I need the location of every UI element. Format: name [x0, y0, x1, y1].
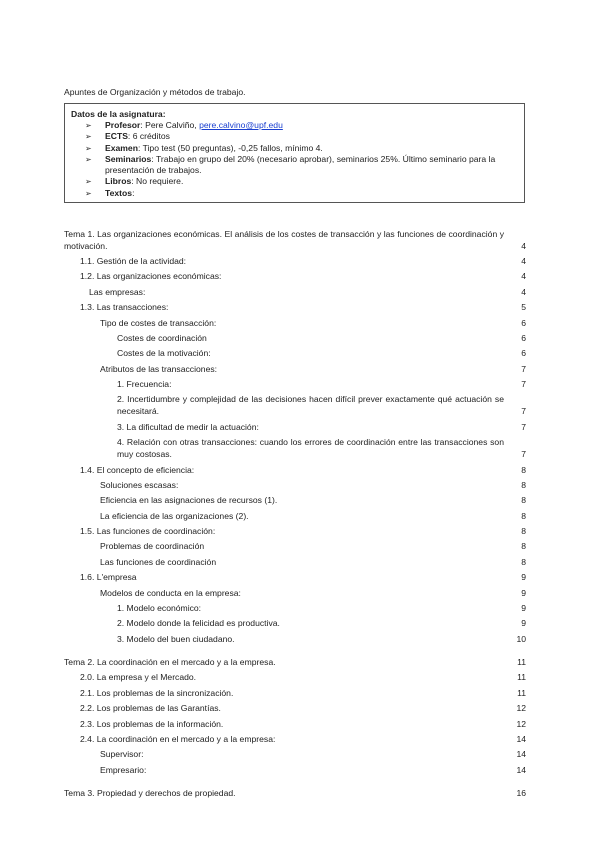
toc-entry-page: 4 — [521, 240, 526, 251]
toc-entry-title: 3. La dificultad de medir la actuación: — [117, 421, 259, 432]
toc-entry-page: 10 — [516, 633, 526, 644]
toc-entry[interactable] — [64, 685, 526, 700]
toc-entry-title: 1. Modelo económico: — [117, 602, 202, 613]
course-info-text — [105, 176, 183, 187]
arrow-bullet-icon: ➢ — [85, 143, 92, 153]
toc-entry-title: Supervisor: — [100, 749, 144, 760]
course-info-text — [105, 143, 323, 154]
toc-entry-page: 8 — [521, 541, 526, 552]
toc-entry-page: 12 — [516, 718, 526, 729]
toc-entry-title: 2.3. Los problemas de la información. — [80, 718, 224, 729]
toc-entry[interactable] — [64, 670, 526, 685]
toc-entry[interactable] — [64, 523, 526, 538]
toc-entry-title: 2.4. La coordinación en el mercado y a la empresa: — [80, 733, 276, 744]
toc-entry-page: 6 — [521, 332, 526, 343]
table-of-contents — [64, 226, 526, 801]
toc-entry[interactable] — [64, 361, 526, 376]
toc-entry-title: 2. Incertidumbre y complejidad de las decisiones hacen difícil prever exactamente qué actuación se necesitará. — [117, 394, 504, 417]
course-info-label: Examen — [105, 142, 138, 153]
toc-entry[interactable] — [64, 731, 526, 746]
toc-entry-title: 1.2. Las organizaciones económicas: — [80, 271, 222, 282]
toc-entry-title: 2.0. La empresa y el Mercado. — [80, 672, 197, 683]
toc-entry-page: 14 — [516, 749, 526, 760]
course-info-item — [85, 176, 518, 187]
toc-entry-title: 4. Relación con otras transacciones: cuando los errores de coordinación entre las transacciones son muy costosas. — [117, 437, 504, 460]
course-info-label: Textos — [105, 187, 133, 198]
toc-entry[interactable] — [64, 462, 526, 477]
toc-entry-title: 1.5. Las funciones de coordinación: — [80, 526, 216, 537]
toc-entry-page: 14 — [516, 764, 526, 775]
toc-entry[interactable] — [64, 762, 526, 777]
toc-entry[interactable] — [64, 315, 526, 330]
toc-entry-title: Tema 1. Las organizaciones económicas. El análisis de los costes de transacción y las funciones de coordinación y motivación. — [64, 228, 504, 251]
toc-entry-page: 7 — [521, 421, 526, 432]
toc-entry-page: 8 — [521, 479, 526, 490]
course-info-item — [85, 188, 518, 199]
toc-entry[interactable] — [64, 269, 526, 284]
toc-entry-page: 7 — [521, 449, 526, 460]
toc-entry-page: 7 — [521, 379, 526, 390]
toc-entry-page: 4 — [521, 256, 526, 267]
toc-entry-page: 6 — [521, 317, 526, 328]
toc-entry-page: 14 — [516, 733, 526, 744]
toc-entry[interactable] — [64, 392, 526, 419]
toc-entry[interactable] — [64, 346, 526, 361]
toc-entry-page: 9 — [521, 587, 526, 598]
toc-entry-page: 4 — [521, 271, 526, 282]
toc-entry-title: Soluciones escasas: — [100, 479, 179, 490]
toc-entry-page: 6 — [521, 348, 526, 359]
toc-entry[interactable] — [64, 330, 526, 345]
toc-entry[interactable] — [64, 226, 526, 253]
email-link[interactable]: pere.calvino@upf.edu — [199, 120, 283, 130]
toc-entry[interactable] — [64, 435, 526, 462]
arrow-bullet-icon: ➢ — [85, 132, 92, 142]
toc-entry-title: 1.6. L'empresa — [80, 572, 137, 583]
toc-entry-title: Empresario: — [100, 764, 147, 775]
toc-entry[interactable] — [64, 493, 526, 508]
course-info-item — [85, 143, 518, 154]
toc-entry[interactable] — [64, 477, 526, 492]
toc-entry-title: 1.4. El concepto de eficiencia: — [80, 464, 195, 475]
toc-entry-page: 8 — [521, 510, 526, 521]
course-info-text — [105, 120, 283, 131]
arrow-bullet-icon: ➢ — [85, 188, 92, 198]
course-info-value: : — [132, 187, 135, 198]
toc-entry[interactable] — [64, 284, 526, 299]
course-info-label: Profesor — [105, 120, 141, 130]
arrow-bullet-icon: ➢ — [85, 154, 92, 164]
document-header: Apuntes de Organización y métodos de trabajo. — [64, 87, 246, 97]
toc-entry[interactable] — [64, 253, 526, 268]
course-info-label: Seminarios — [105, 153, 152, 164]
course-info-value: : Trabajo en grupo del 20% (necesario aprobar), seminarios 25%. Último seminario para la presentación de trabajos. — [105, 153, 496, 176]
course-info-label: ECTS — [105, 131, 128, 142]
toc-entry[interactable] — [64, 419, 526, 434]
course-info-value: : Pere Calviño, — [140, 120, 200, 130]
toc-entry-page: 12 — [516, 703, 526, 714]
course-info-text — [105, 154, 518, 177]
course-info-list — [71, 120, 518, 199]
toc-entry-title: Problemas de coordinación — [100, 541, 205, 552]
toc-entry-page: 4 — [521, 286, 526, 297]
toc-entry-title: Tema 3. Propiedad y derechos de propiedad. — [64, 788, 236, 799]
toc-entry-page: 8 — [521, 495, 526, 506]
toc-entry-page: 7 — [521, 363, 526, 374]
course-info-text — [105, 188, 134, 199]
course-info-item — [85, 154, 518, 177]
arrow-bullet-icon: ➢ — [85, 121, 92, 130]
toc-entry[interactable] — [64, 616, 526, 631]
toc-entry[interactable] — [64, 654, 526, 669]
toc-entry-page: 8 — [521, 464, 526, 475]
toc-entry[interactable] — [64, 300, 526, 315]
course-info-text — [105, 131, 170, 142]
toc-entry[interactable] — [64, 508, 526, 523]
toc-entry-title: Modelos de conducta en la empresa: — [100, 587, 241, 598]
toc-entry[interactable] — [64, 701, 526, 716]
toc-entry-title: 1. Frecuencia: — [117, 379, 172, 390]
course-info-value: : Tipo test (50 preguntas), -0,25 fallos, mínimo 4. — [137, 142, 323, 153]
toc-entry-title: 1.3. Las transacciones: — [80, 302, 169, 313]
toc-entry-title: 2.2. Los problemas de las Garantías. — [80, 703, 221, 714]
toc-entry-title: 3. Modelo del buen ciudadano. — [117, 633, 235, 644]
course-info-value: : 6 créditos — [127, 131, 170, 142]
course-info-item — [85, 120, 518, 131]
toc-entry-page: 16 — [516, 788, 526, 799]
toc-entry-title: Costes de la motivación: — [117, 348, 211, 359]
toc-entry-title: Eficiencia en las asignaciones de recursos (1). — [100, 495, 278, 506]
toc-entry[interactable] — [64, 570, 526, 585]
toc-entry-title: Atributos de las transacciones: — [100, 363, 218, 374]
toc-entry-title: La eficiencia de las organizaciones (2). — [100, 510, 249, 521]
toc-entry-page: 7 — [521, 406, 526, 417]
toc-entry-title: Tipo de costes de transacción: — [100, 317, 217, 328]
toc-entry-page: 11 — [517, 687, 526, 698]
toc-entry[interactable] — [64, 554, 526, 569]
toc-entry-page: 8 — [521, 526, 526, 537]
toc-entry-title: Las funciones de coordinación — [100, 556, 217, 567]
toc-entry[interactable] — [64, 631, 526, 646]
toc-entry[interactable] — [64, 600, 526, 615]
course-info-item — [85, 131, 518, 142]
toc-entry-page: 9 — [521, 572, 526, 583]
toc-entry-title: Las empresas: — [89, 286, 146, 297]
toc-entry[interactable] — [64, 585, 526, 600]
toc-entry-page: 9 — [521, 602, 526, 613]
course-info-value: : No requiere. — [131, 176, 184, 187]
toc-entry-title: 2. Modelo donde la felicidad es productiva. — [117, 618, 280, 629]
toc-entry-title: 1.1. Gestión de la actividad: — [80, 256, 187, 267]
toc-entry-title: Tema 2. La coordinación en el mercado y a la empresa. — [64, 657, 276, 668]
toc-entry-title: 2.1. Los problemas de la sincronización. — [80, 687, 234, 698]
toc-entry-page: 8 — [521, 556, 526, 567]
toc-entry-title: Costes de coordinación — [117, 332, 207, 343]
course-info-box — [64, 103, 525, 203]
toc-entry-page: 9 — [521, 618, 526, 629]
toc-entry[interactable] — [64, 747, 526, 762]
toc-entry-page: 11 — [517, 672, 526, 683]
arrow-bullet-icon: ➢ — [85, 177, 92, 187]
course-info-label: Libros — [105, 176, 132, 187]
toc-entry[interactable] — [64, 716, 526, 731]
toc-entry[interactable] — [64, 785, 526, 800]
toc-entry[interactable] — [64, 539, 526, 554]
toc-entry-page: 5 — [521, 302, 526, 313]
toc-entry[interactable] — [64, 376, 526, 391]
course-info-title: Datos de la asignatura: — [71, 109, 166, 119]
toc-entry-page: 11 — [517, 657, 526, 668]
